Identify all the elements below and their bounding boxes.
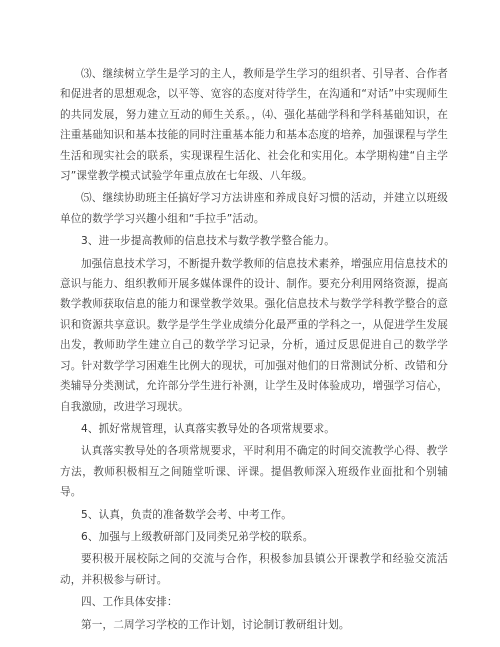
document-body bbox=[60, 64, 448, 635]
section-heading-5: 5、认真，负责的准备数学会考、中考工作。 bbox=[81, 508, 293, 521]
paragraph-exchange: 要积极开展校际之间的交流与合作，积极参加县镇公开课教学和经验交流活动，并积极参与研讨。 bbox=[60, 553, 448, 586]
section-heading-4: 4、抓好常规管理，认真落实教导处的各项常规要求。 bbox=[81, 422, 335, 435]
section-heading-3: 3、进一步提高教师的信息技术与数学教学整合能力。 bbox=[81, 235, 335, 248]
paragraph-item-5: ⑸、继续协助班主任搞好学习方法讲座和养成良好习惯的活动，并建立以班级单位的数学学习兴趣小组和“手拉手”活动。 bbox=[60, 192, 448, 225]
section-heading-arrangement: 四、工作具体安排： bbox=[81, 596, 178, 609]
paragraph-week-plan: 第一，二周学习学校的工作计划，讨论制订教研组计划。 bbox=[81, 618, 350, 631]
section-heading-6: 6、加强与上级教研部门及同类兄弟学校的联系。 bbox=[81, 530, 314, 543]
paragraph-routine: 认真落实教导处的各项常规要求，平时利用不确定的时间交流教学心得、教学方法，教师积极相互之间随堂听课、评课。提倡教师深入班级作业面批和个别辅导。 bbox=[60, 445, 448, 499]
paragraph-item-3: ⑶、继续树立学生是学习的主人，教师是学生学习的组织者、引导者、合作者和促进者的思想观念，以平等、宽容的态度对待学生，在沟通和“对话”中实现师生的共同发展，努力建立互动的师生关系。，⑷、强化基础学科和学科基础知识，在注重基础知识和基本技能的同时注重基本能力和基本态度的培养，加强课程与学生生活和现实社会的联系，实现课程生活化、社会化和实用化。本学期构建“自主学习”课堂教学模式试验学年重点放在七年级、八年级。 bbox=[60, 68, 448, 183]
paragraph-info-tech: 加强信息技术学习，不断提升数学教师的信息技术素养，增强应用信息技术的意识与能力、组织教师开展多媒体课件的设计、制作。要充分利用网络资源，提高数学教师获取信息的能力和课堂教学效果。强化信息技术与数学学科教学整合的意识和资源共享意识。数学是学生学业成绩分化最严重的学科之一，从促进学生发展出发，教师助学生建立自己的数学学习记录，分析，通过反思促进自己的数学学习。针对数学学习困难生比例大的现状，可加强对他们的日常测试分析、改错和分类辅导分类测试，允许部分学生进行补测，让学生及时体验成功，增强学习信心，自我激励，改进学习现状。 bbox=[60, 257, 448, 413]
